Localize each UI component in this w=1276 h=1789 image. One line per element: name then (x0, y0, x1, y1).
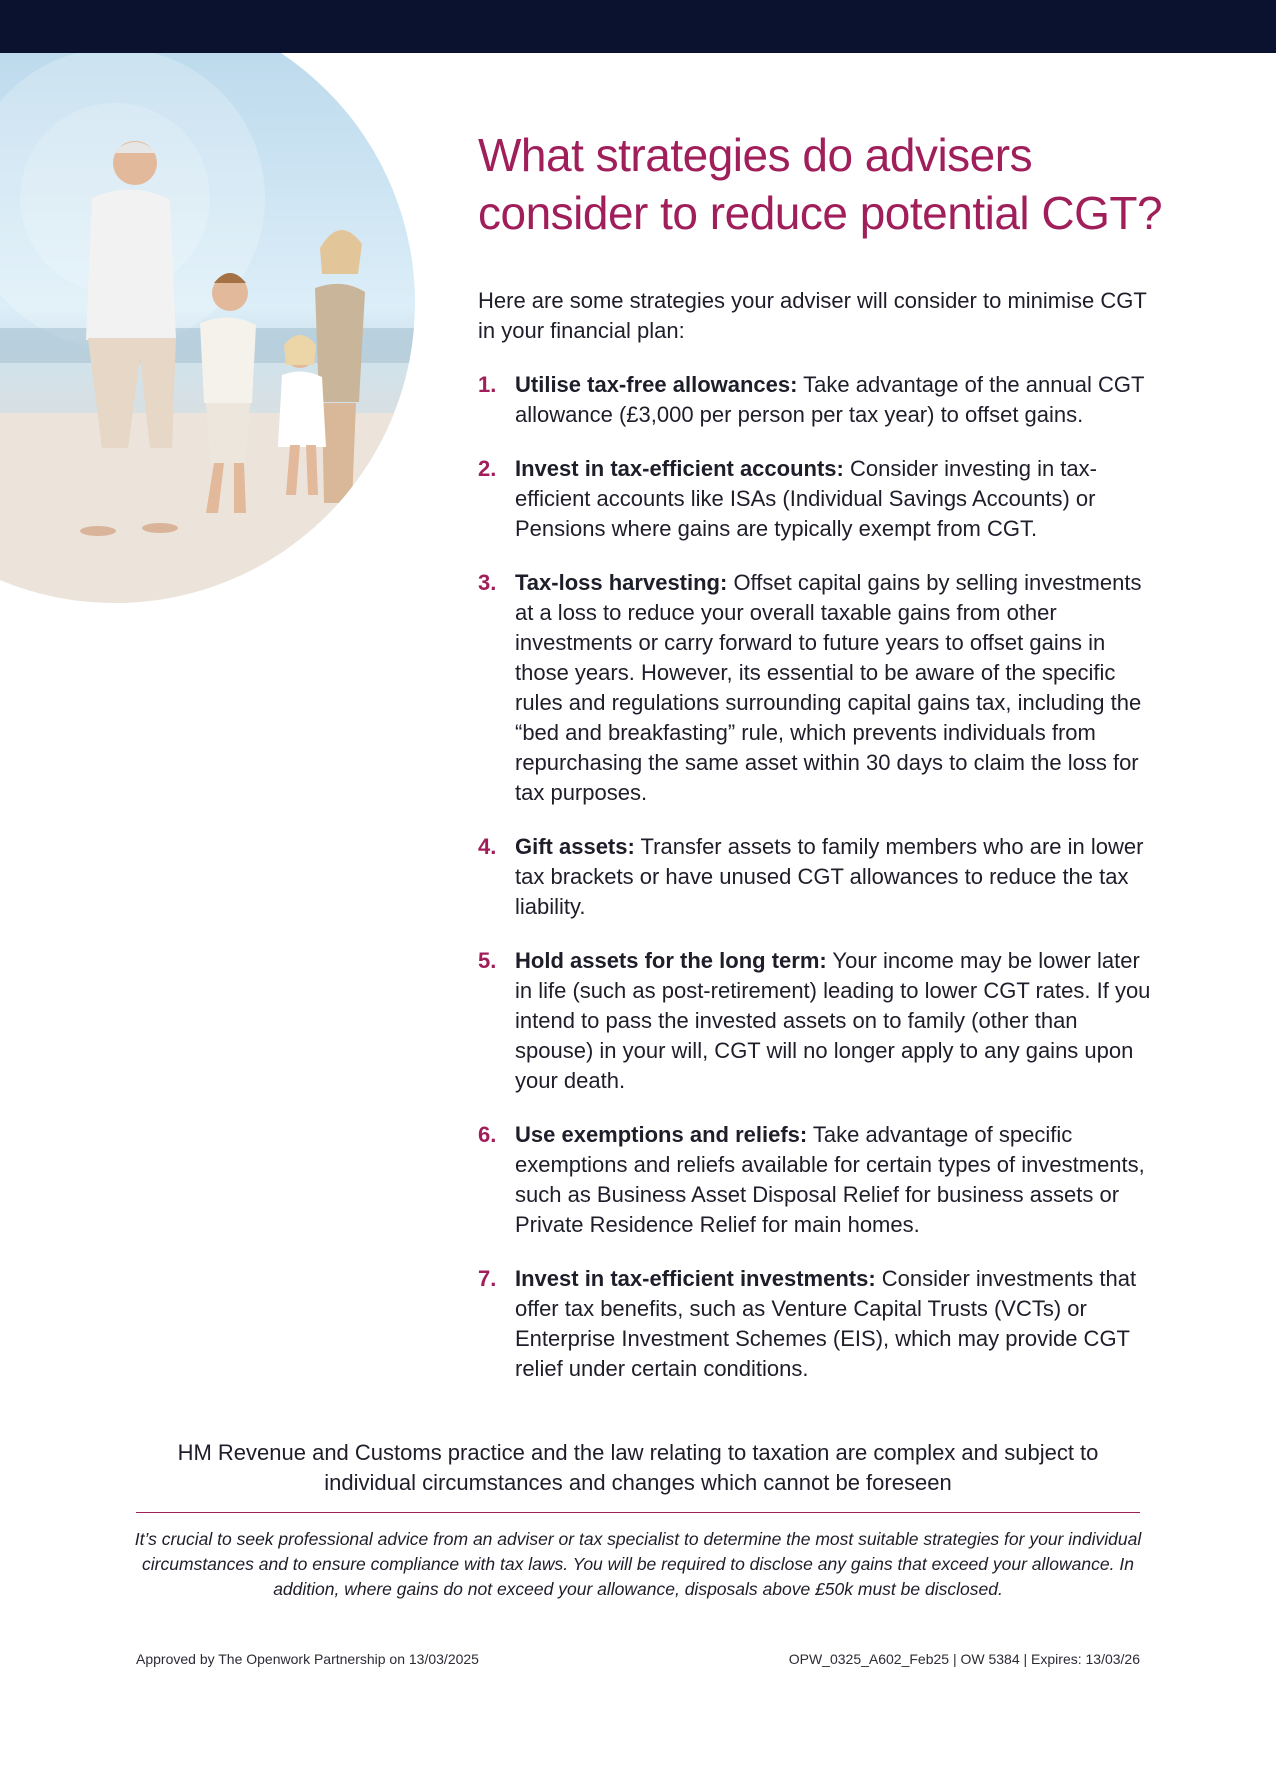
strategy-text: Your income may be lower later in life (such as post-retirement) leading to lower CGT rates. If you intend to pass the invested assets on to family (other than spouse) in your will, CGT will no longer apply to any gains upon your death. (515, 948, 1151, 1093)
strategy-item (478, 1264, 1158, 1384)
strategy-text: Take advantage of the annual CGT allowance (£3,000 per person per tax year) to offset gains. (515, 372, 1144, 427)
strategy-lead: Gift assets: (515, 834, 635, 859)
strategy-text: Take advantage of specific exemptions and reliefs available for certain types of investments, such as Business Asset Disposal Relief for business assets or Private Residence Relief for main homes. (515, 1122, 1145, 1237)
strategy-body (515, 370, 1158, 430)
strategy-text: Consider investments that offer tax benefits, such as Venture Capital Trusts (VCTs) or Enterprise Investment Schemes (EIS), which may provide CGT relief under certain conditions. (515, 1266, 1137, 1381)
family-beach-illustration (0, 53, 420, 663)
header-bar (0, 0, 1276, 53)
strategy-body (515, 568, 1158, 808)
strategy-number: 3. (478, 570, 497, 595)
strategy-body (515, 946, 1158, 1096)
strategy-item (478, 568, 1158, 808)
hero-photo (0, 53, 420, 663)
strategy-lead: Hold assets for the long term: (515, 948, 827, 973)
footer-reference: OPW_0325_A602_Feb25 | OW 5384 | Expires: 13/03/26 (788, 1651, 1140, 1667)
strategy-lead: Invest in tax-efficient accounts: (515, 456, 844, 481)
strategy-lead: Use exemptions and reliefs: (515, 1122, 808, 1147)
strategy-item (478, 454, 1158, 544)
footer-approval: Approved by The Openwork Partnership on 13/03/2025 (136, 1651, 479, 1667)
strategy-list (478, 370, 1158, 1384)
strategy-text: Consider investing in tax-efficient accounts like ISAs (Individual Savings Accounts) or Pensions where gains are typically exempt from CGT. (515, 456, 1097, 541)
strategy-number: 1. (478, 372, 497, 397)
strategy-body (515, 1264, 1158, 1384)
strategy-text: Offset capital gains by selling investments at a loss to reduce your overall taxable gains from other investments or carry forward to future years to offset gains in those years. However, its essential to be aware of the specific rules and regulations surrounding capital gains tax, including the “bed and breakfasting” rule, which prevents individuals from repurchasing the same asset within 30 days to claim the loss for tax purposes. (515, 570, 1142, 805)
strategy-body (515, 1120, 1158, 1240)
strategy-item (478, 946, 1158, 1096)
hmrc-note: HM Revenue and Customs practice and the law relating to taxation are complex and subject to individual circumstances and changes which cannot be foreseen (177, 1440, 1099, 1495)
strategy-body (515, 832, 1158, 922)
advice-disclaimer: It’s crucial to seek professional advice from an adviser or tax specialist to determine the most suitable strategies for your individual circumstances and to ensure compliance with tax laws. You will be required to disclose any gains that exceed your allowance. In addition, where gains do not exceed your allowance, disposals above £50k must be disclosed. (134, 1529, 1142, 1599)
strategy-lead: Utilise tax-free allowances: (515, 372, 798, 397)
strategy-text: Transfer assets to family members who are in lower tax brackets or have unused CGT allowances to reduce the tax liability. (515, 834, 1144, 919)
strategy-lead: Tax-loss harvesting: (515, 570, 728, 595)
strategy-item (478, 832, 1158, 922)
strategy-number: 6. (478, 1122, 497, 1147)
strategy-item (478, 1120, 1158, 1240)
strategy-lead: Invest in tax-efficient investments: (515, 1266, 876, 1291)
intro-text: Here are some strategies your adviser will consider to minimise CGT in your financial plan: (478, 288, 1147, 343)
strategy-number: 5. (478, 948, 497, 973)
strategy-item (478, 370, 1158, 430)
strategy-number: 7. (478, 1266, 497, 1291)
strategy-body (515, 454, 1158, 544)
strategy-number: 4. (478, 834, 497, 859)
page-title: What strategies do advisers consider to reduce potential CGT? (478, 129, 1163, 239)
strategy-number: 2. (478, 456, 497, 481)
divider (136, 1512, 1140, 1513)
